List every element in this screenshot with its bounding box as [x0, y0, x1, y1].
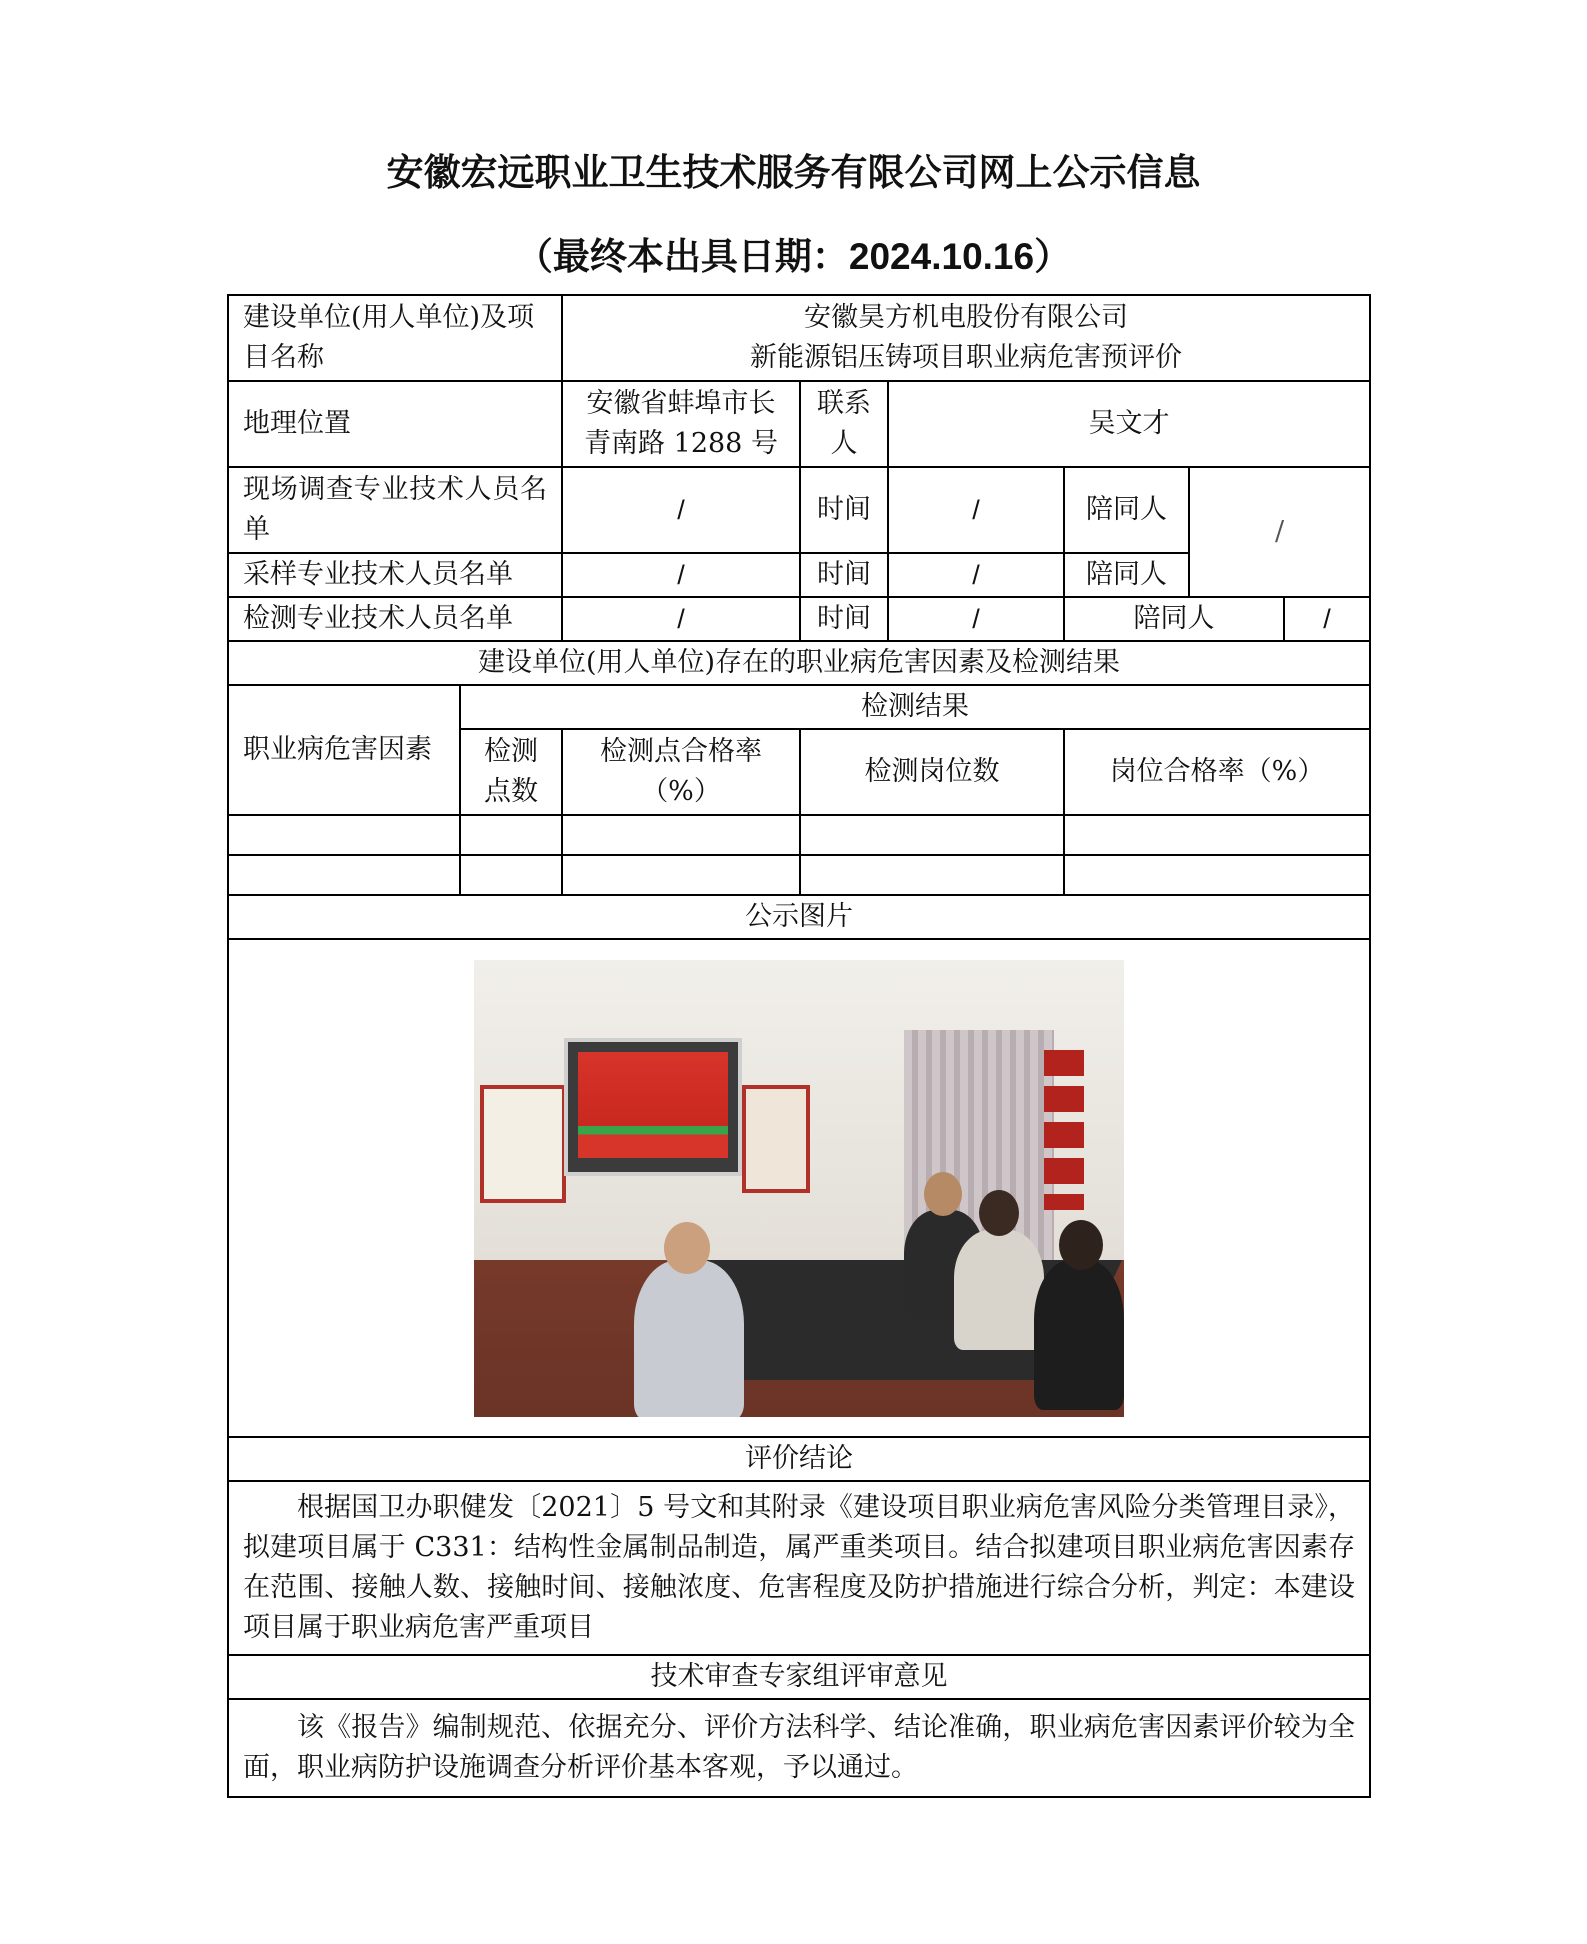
project-name: 新能源铝压铸项目职业病危害预评价: [750, 342, 1183, 373]
page-title: 安徽宏远职业卫生技术服务有限公司网上公示信息: [386, 150, 1201, 194]
review-title: 技术审查专家组评审意见: [228, 1655, 1370, 1699]
col-posts: 检测岗位数: [800, 729, 1064, 815]
location-value: 安徽省蚌埠市长青南路 1288 号: [562, 381, 800, 467]
date-suffix: ）: [1034, 234, 1072, 278]
project-value: [562, 295, 1370, 381]
contact-label: 联系人: [800, 381, 888, 467]
sampling-time-label: 时间: [800, 553, 888, 597]
issue-date: 2024.10.16: [848, 236, 1035, 277]
hazard-factor-label: 职业病危害因素: [228, 685, 460, 815]
project-label: 建设单位(用人单位)及项目名称: [228, 295, 562, 381]
survey-time-value: /: [888, 467, 1064, 553]
results-label: 检测结果: [460, 685, 1370, 729]
survey-companion-label: 陪同人: [1064, 467, 1189, 553]
date-prefix: （最终本出具日期：: [515, 234, 849, 278]
sampling-companion-label: 陪同人: [1064, 553, 1189, 597]
conclusion-title: 评价结论: [228, 1437, 1370, 1481]
location-label: 地理位置: [228, 381, 562, 467]
sampling-staff-label: 采样专业技术人员名单: [228, 553, 562, 597]
testing-companion-value: /: [1284, 597, 1370, 641]
issue-date-line: [0, 226, 1587, 280]
disclosure-table: [227, 294, 1371, 1798]
table-row: [228, 815, 1370, 855]
sampling-time-value: /: [888, 553, 1064, 597]
survey-time-label: 时间: [800, 467, 888, 553]
survey-staff-label: 现场调查专业技术人员名单: [228, 467, 562, 553]
photo-cell: [228, 939, 1370, 1437]
photo-section-title: 公示图片: [228, 895, 1370, 939]
contact-value: 吴文才: [888, 381, 1370, 467]
survey-staff-names: /: [562, 467, 800, 553]
testing-time-value: /: [888, 597, 1064, 641]
testing-companion-label: 陪同人: [1064, 597, 1284, 641]
conclusion-text: 根据国卫办职健发〔2021〕5 号文和其附录《建设项目职业病危害风险分类管理目录》，拟建项目属于 C331：结构性金属制品制造，属严重类项目。结合拟建项目职业病危害因素存在范围、接触人数、接触时间、接触浓度、危害程度及防护措施进行综合分析，判定：本建设项目属于职业病危害严重项目: [228, 1481, 1370, 1655]
testing-staff-names: /: [562, 597, 800, 641]
hazards-section-title: 建设单位(用人单位)存在的职业病危害因素及检测结果: [228, 641, 1370, 685]
sampling-staff-names: /: [562, 553, 800, 597]
col-post-rate: 岗位合格率（%）: [1064, 729, 1370, 815]
col-points: 检测点数: [460, 729, 562, 815]
company-name: 安徽昊方机电股份有限公司: [804, 302, 1129, 333]
shared-companion-value: /: [1189, 467, 1370, 597]
testing-time-label: 时间: [800, 597, 888, 641]
testing-staff-label: 检测专业技术人员名单: [228, 597, 562, 641]
meeting-photo: [474, 960, 1124, 1417]
review-text: 该《报告》编制规范、依据充分、评价方法科学、结论准确，职业病危害因素评价较为全面，职业病防护设施调查分析评价基本客观，予以通过。: [228, 1699, 1370, 1797]
table-row: [228, 855, 1370, 895]
col-point-rate: 检测点合格率（%）: [562, 729, 800, 815]
